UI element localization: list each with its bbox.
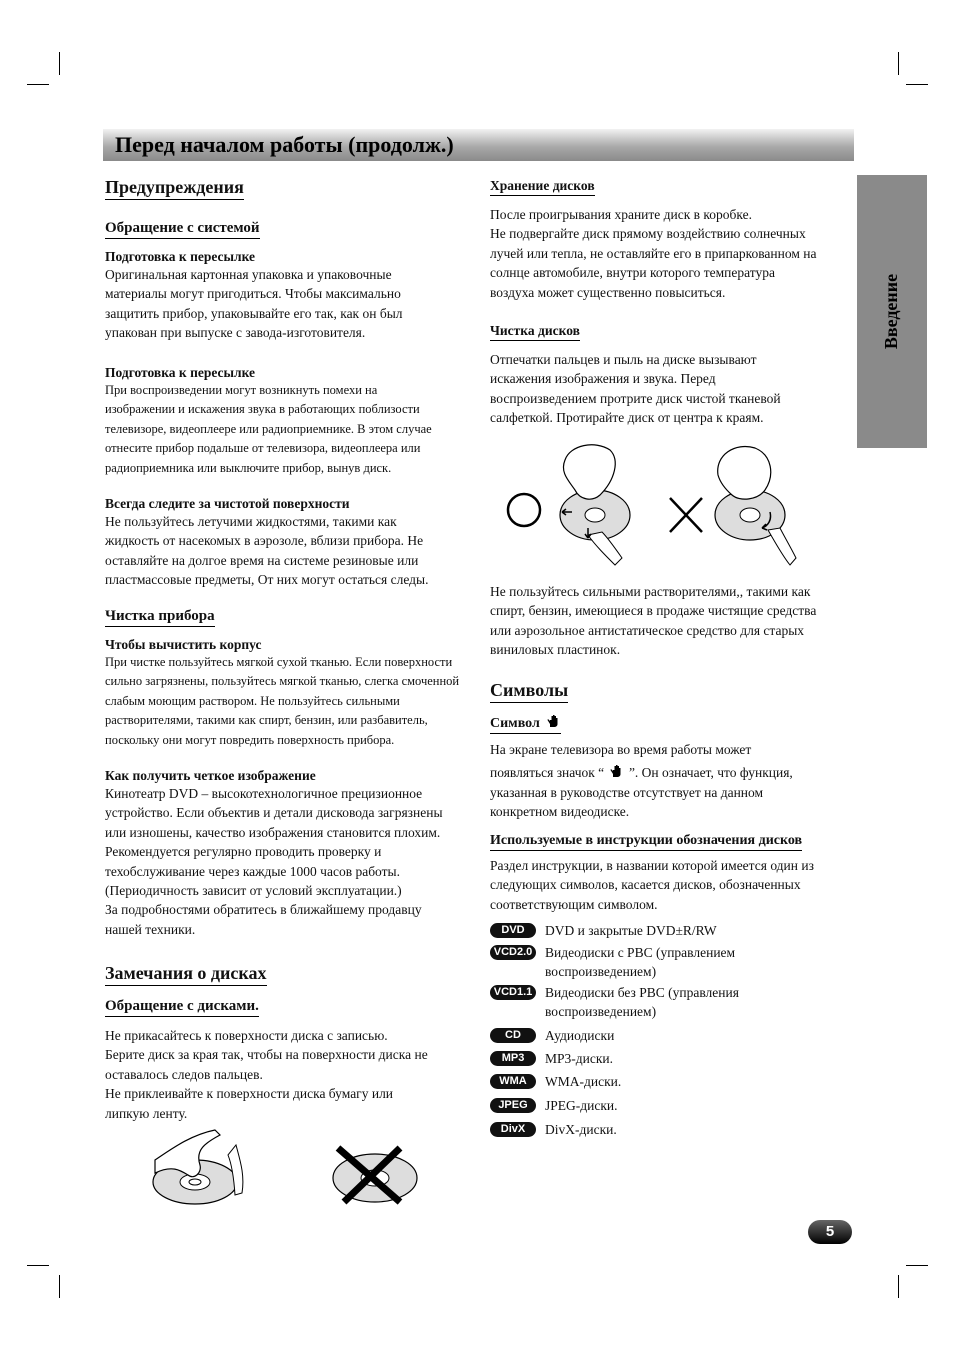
paragraph-line: радиоприемника или выключите прибор, вынув диск. (105, 460, 392, 475)
crop-mark (906, 84, 928, 85)
correct-mark-icon (508, 494, 540, 526)
paragraph-line: слабым моющим раствором. Не пользуйтесь сильными (105, 693, 400, 708)
paragraph-line: Берите диск за края так, чтобы на поверхности диска не (105, 1047, 428, 1063)
crop-mark (27, 84, 49, 85)
disc-symbols-section (490, 856, 814, 914)
correct-disc-holding-illustration (150, 1125, 260, 1215)
crop-mark (59, 1275, 60, 1298)
paragraph-line: солнце автомобиле, внутри которого температура (490, 265, 775, 281)
paragraph-line: Оригинальная картонная упаковка и упаковочные (105, 267, 392, 282)
paragraph-line: материалы могут пригодиться. Чтобы максимально (105, 286, 401, 302)
storage-heading: Хранение дисков (490, 178, 595, 196)
crop-mark (59, 52, 60, 75)
paragraph-line: Не приклеивайте к поверхности диска бумагу или (105, 1086, 394, 1102)
paragraph-line: виниловых пластинок. (490, 642, 621, 658)
paragraph-line: пластмассовые предметы, От них могут остаться следы. (105, 572, 429, 588)
paragraph-line: оставалось следов пальцев. (105, 1066, 263, 1082)
paragraph-line: сильно загрязнены, пользуйтесь мягкой тканью, слегка смоченной (105, 674, 460, 689)
page-title: Перед началом работы (продолж.) (115, 132, 454, 157)
disc-type-text: JPEG-диски. (545, 1098, 618, 1113)
disc-type-text: Видеодиски без PBC (управления воспроизведением) (545, 985, 739, 1020)
case-cleaning-section (105, 637, 459, 750)
paragraph-line: защитить прибор, упаковывайте его так, как он был (105, 305, 403, 321)
section-header-bar (103, 129, 854, 161)
disc-type-text: Аудиодиски (545, 1028, 615, 1043)
disc-badge-mp3: MP3 (490, 1051, 536, 1066)
disc-notes-heading: Замечания о дисках (105, 963, 267, 986)
symbols-heading: Символы (490, 680, 568, 703)
symbol-heading-block (490, 714, 561, 734)
symbol-line-part-b: ”. Он означает, что функция, (628, 765, 793, 781)
paragraph-line: соответствующим символом. (490, 896, 658, 912)
disc-type-text: Видеодиски с PBC (управлением воспроизведением) (545, 945, 736, 980)
paragraph-line: Отпечатки пальцев и пыль на диске вызывают (490, 352, 757, 367)
paragraph-line: (Периодичность зависит от условий эксплуатации.) (105, 883, 402, 899)
paragraph-line: воздуха может существенно повыситься. (490, 284, 726, 300)
paragraph-line: телевизоре, видеоплеере или радиоприемнике. В этом случае (105, 421, 432, 436)
paragraph-line: За подробностями обратитесь в ближайшему продавцу (105, 902, 422, 918)
paragraph-line: поскольку они могут повредить поверхность прибора. (105, 732, 395, 747)
symbol-line-part-a: появляться значок “ (490, 765, 605, 781)
paragraph-line: техобслуживание через каждые 1000 часов работы. (105, 863, 400, 879)
paragraph-line: конкретном видеодиске. (490, 804, 630, 820)
shipping-section-2 (105, 365, 432, 478)
disc-notes-heading-block (105, 963, 267, 986)
paragraph-line: нашей техники. (105, 921, 196, 937)
prohibited-hand-icon (547, 714, 561, 728)
crop-mark (898, 52, 899, 75)
case-cleaning-heading: Чтобы вычистить корпус (105, 637, 262, 652)
side-tab-label: Введение (881, 273, 902, 350)
disc-badge-dvd: DVD (490, 923, 536, 938)
disc-handling-heading: Обращение с дисками. (105, 998, 259, 1017)
paragraph-line (490, 763, 793, 782)
paragraph-line: Рекомендуется регулярно проводить проверку и (105, 844, 382, 860)
crop-mark (906, 1265, 928, 1266)
paragraph-line: Не прикасайтесь к поверхности диска с записью. (105, 1028, 388, 1043)
paragraph-line: липкую ленту. (105, 1105, 188, 1121)
paragraph-line: При чистке пользуйтесь мягкой сухой тканью. Если поверхности (105, 655, 453, 669)
disc-type-text: WMA-диски. (545, 1074, 622, 1089)
storage-heading-block (490, 177, 595, 196)
solvents-section (490, 582, 816, 660)
shipping-section-1 (105, 249, 403, 343)
disc-type-text: MP3-диски. (545, 1051, 614, 1066)
paragraph-line: или аэрозольное антистатическое средство для старых (490, 622, 805, 638)
paragraph-line: искажения изображения и звука. Перед (490, 371, 716, 387)
paragraph-line: спирт, бензин, имеющиеся в продаже чистящие средства (490, 603, 817, 619)
disc-handling-section (105, 1026, 428, 1123)
paragraph-line: изображении и искажения звука в работающих поблизости (105, 402, 420, 417)
disc-badge-vcd11: VCD1.1 (490, 985, 536, 1000)
warnings-heading: Предупреждения (105, 177, 244, 200)
paragraph-line: оставляйте на долгое время на системе резиновые или (105, 552, 419, 568)
disc-badge-cd: CD (490, 1028, 536, 1043)
disc-symbols-heading-block (490, 831, 802, 851)
disc-type-text: DVD и закрытые DVD±R/RW (545, 923, 717, 938)
clear-image-section (105, 768, 443, 939)
paragraph-line: Не пользуйтесь летучими жидкостями, такими как (105, 514, 397, 529)
paragraph-line: отнесите прибор подальше от телевизора, видеоплеера или (105, 441, 421, 456)
paragraph-line: Раздел инструкции, в названии которой имеется один из (490, 858, 814, 873)
symbols-heading-block (490, 680, 568, 703)
paragraph-line: упакован при выпуске с завода-изготовителя. (105, 325, 366, 341)
disc-type-text: DivX-диски. (545, 1122, 617, 1137)
device-cleaning-heading-block (105, 607, 215, 627)
symbol-heading (490, 714, 561, 734)
paragraph-line: растворителями, такими как спирт, бензин, или разбавитель, (105, 713, 428, 728)
paragraph-line: воспроизведением протрите диск чистой тканевой (490, 390, 781, 406)
storage-section (490, 205, 817, 302)
paragraph-line: Не подвергайте диск прямому воздействию солнечных (490, 226, 806, 242)
symbol-section (490, 740, 793, 822)
shipping-heading-2: Подготовка к пересылке (105, 365, 256, 380)
paragraph-line: лучей или тепла, не оставляйте его в припаркованном на (490, 245, 817, 261)
section-side-tab (857, 175, 927, 448)
disc-wiping-illustration (500, 440, 800, 570)
paragraph-line: указанная в руководстве отсутствует на данном (490, 784, 764, 800)
clean-surface-section (105, 496, 428, 590)
disc-cleaning-heading-block (490, 322, 580, 341)
disc-handling-heading-block (105, 997, 259, 1017)
paragraph-line: Кинотеатр DVD – высокотехнологичное прецизионное (105, 786, 423, 801)
paragraph-line: или изношены, качество изображения становится плохим. (105, 824, 441, 840)
disc-symbols-heading: Используемые в инструкции обозначения дисков (490, 833, 802, 851)
crop-mark (27, 1265, 49, 1266)
paragraph-line: устройство. Если объектив и детали дисковода загрязнены (105, 805, 443, 821)
system-handling-heading-block (105, 219, 260, 239)
disc-badge-vcd20: VCD2.0 (490, 945, 536, 960)
paragraph-line: После проигрывания храните диск в коробке. (490, 207, 753, 222)
paragraph-line: На экране телевизора во время работы может (490, 742, 752, 757)
paragraph-line: салфеткой. Протирайте диск от центра к краям. (490, 410, 764, 426)
warnings-heading-block (105, 177, 244, 200)
paragraph-line: При воспроизведении могут возникнуть помехи на (105, 383, 378, 397)
page-number: 5 (808, 1220, 852, 1244)
wrong-disc-holding-illustration (330, 1140, 420, 1210)
symbol-heading-text: Символ (490, 716, 540, 731)
disc-badge-wma: WMA (490, 1074, 536, 1089)
disc-badge-divx: DivX (490, 1122, 536, 1137)
crop-mark (898, 1275, 899, 1298)
disc-badge-jpeg: JPEG (490, 1098, 536, 1113)
system-handling-heading: Обращение с системой (105, 220, 260, 239)
paragraph-line: следующих символов, касается дисков, обозначенных (490, 877, 801, 893)
disc-cleaning-section (490, 350, 781, 428)
clear-image-heading: Как получить четкое изображение (105, 768, 316, 783)
paragraph-line: жидкость от насекомых в аэрозоле, вблизи прибора. Не (105, 533, 424, 549)
shipping-heading-1: Подготовка к пересылке (105, 249, 256, 264)
paragraph-line: Не пользуйтесь сильными растворителями,, такими как (490, 584, 811, 599)
device-cleaning-heading: Чистка прибора (105, 608, 215, 627)
clean-surface-heading: Всегда следите за чистотой поверхности (105, 496, 350, 511)
disc-cleaning-heading: Чистка дисков (490, 323, 580, 341)
prohibited-hand-icon (610, 764, 624, 778)
